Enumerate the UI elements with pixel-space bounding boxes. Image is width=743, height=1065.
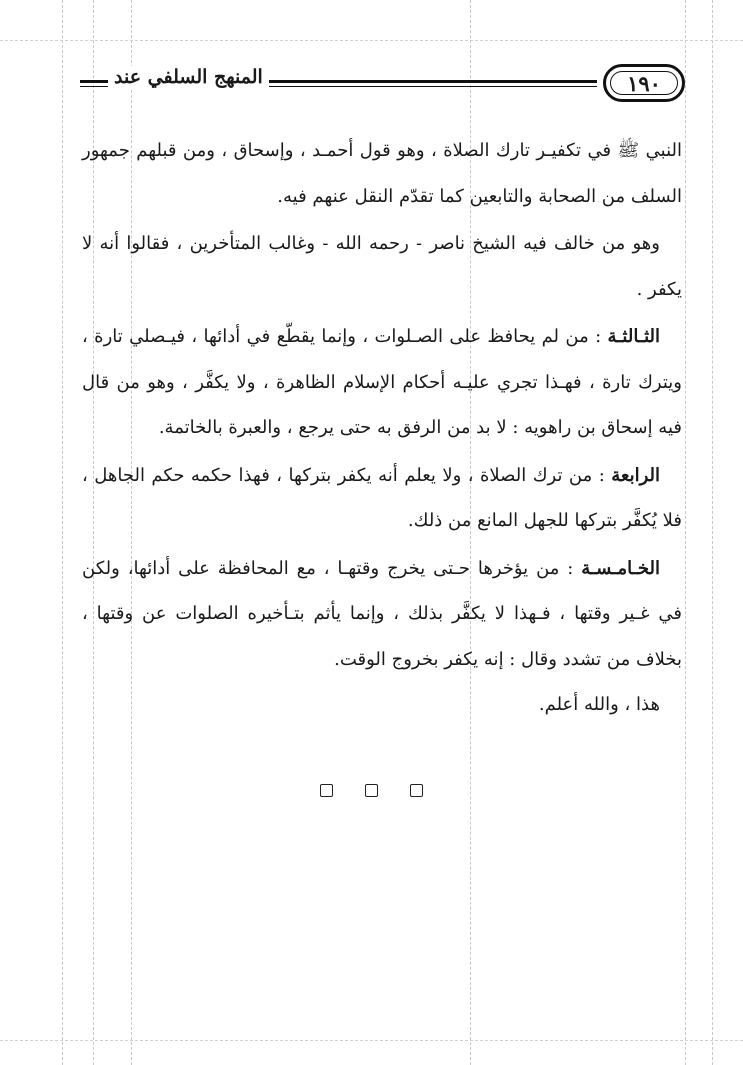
paragraph <box>82 128 682 219</box>
paragraph-text: النبي ﷺ في تكفيـر تارك الصلاة ، وهو قول أحمـد ، وإسحاق ، ومن قبلهم جمهور السلف من الصحابة والتابعين كما تقدّم النقل عنهم فيه. <box>82 140 682 207</box>
section-term: الرابعة <box>611 464 660 486</box>
guide-line <box>62 0 63 1065</box>
paragraph-text: : من ترك الصلاة ، ولا يعلم أنه يكفر بتركها ، فهذا حكمه حكم الجاهل ، فلا يُكفَّر بتركها للجهل المانع من ذلك. <box>82 464 682 531</box>
paragraph <box>82 453 682 544</box>
paragraph <box>82 314 682 451</box>
section-term: الثـالثـة <box>607 326 660 347</box>
section-term: الخـامـسـة <box>581 557 660 579</box>
book-title: المنهج السلفي عند <box>108 66 269 88</box>
page-number: ١٩٠ <box>603 64 685 102</box>
square-ornament-icon <box>365 784 378 797</box>
paragraph-text: هذا ، والله أعلم. <box>538 694 660 715</box>
body-text <box>82 128 682 728</box>
paragraph-text: وهو من خالف فيه الشيخ ناصر - رحمه الله - وغالب المتأخرين ، فقالوا أنه لا يكفر . <box>82 233 682 300</box>
guide-line <box>0 1040 743 1041</box>
square-ornament-icon <box>410 784 423 797</box>
paragraph-text: : من يؤخرها حـتى يخرج وقتهـا ، مع المحافظة على أدائها، ولكن في غـير وقتها ، فـهذا لا يكفَّر بذلك ، وإنما يأثم بتـأخيره الصلوات عن وقتها ، بخلاف من تشدد وقال : إنه يكفر بخروج الوقت. <box>82 557 682 670</box>
paragraph <box>82 682 682 728</box>
guide-line <box>712 0 713 1065</box>
section-end-marks <box>0 784 743 797</box>
paragraph <box>82 221 682 312</box>
paragraph-text: : من لم يحافظ على الصـلوات ، وإنما يقطّع في أدائها ، فيـصلي تارة ، ويترك تارة ، فهـذا تجري عليـه أحكام الإسلام الظاهرة ، ولا يكفَّر ، وهو من قال فيه إسحاق بن راهويه : لا بد من الرفق به حتى يرجع ، والعبرة بالخاتمة. <box>82 326 682 438</box>
page-header <box>80 62 685 118</box>
guide-line <box>685 0 686 1065</box>
square-ornament-icon <box>320 784 333 797</box>
guide-line <box>0 40 743 41</box>
paragraph <box>82 546 682 683</box>
